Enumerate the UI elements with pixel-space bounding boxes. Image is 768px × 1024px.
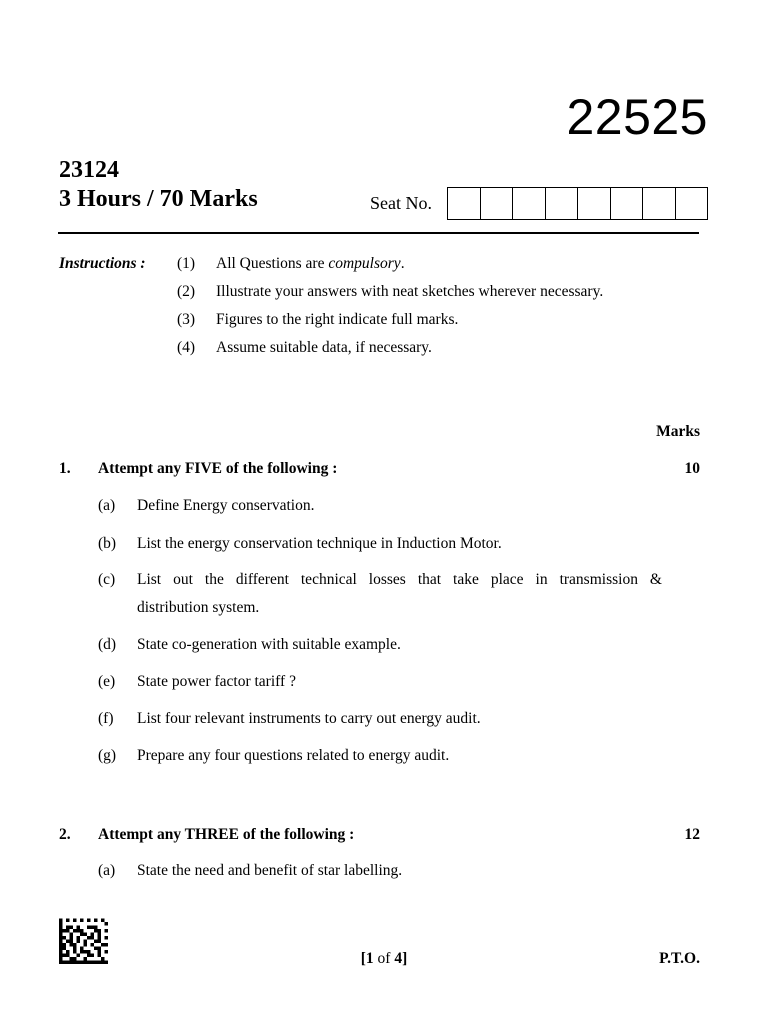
- question-marks: 12: [684, 826, 700, 843]
- instruction-text: Figures to the right indicate full marks.: [216, 311, 459, 328]
- exam-code: 23124: [59, 157, 119, 183]
- part-label: (f): [98, 710, 114, 727]
- part-label: (a): [98, 862, 116, 879]
- instruction-number: (3): [177, 311, 196, 328]
- part-text: State co-generation with suitable example.: [137, 636, 401, 653]
- part-label: (b): [98, 535, 117, 552]
- question-number: 1.: [59, 460, 71, 477]
- part-text: List the energy conservation technique in Induction Motor.: [137, 535, 502, 552]
- part-text: Prepare any four questions related to energy audit.: [137, 747, 450, 764]
- question-marks: 10: [684, 460, 700, 477]
- part-text-line1: List out the different technical losses that take place in transmission &: [137, 571, 662, 588]
- seat-box[interactable]: [643, 188, 676, 219]
- seat-box[interactable]: [676, 188, 709, 219]
- seat-box[interactable]: [513, 188, 546, 219]
- seat-box[interactable]: [611, 188, 644, 219]
- part-label: (g): [98, 747, 117, 764]
- part-text: State power factor tariff ?: [137, 673, 296, 690]
- question-title: Attempt any FIVE of the following :: [98, 460, 338, 477]
- seat-box[interactable]: [448, 188, 481, 219]
- header-rule: [58, 232, 699, 234]
- part-label: (d): [98, 636, 117, 653]
- question-number: 2.: [59, 826, 71, 843]
- seat-box[interactable]: [481, 188, 514, 219]
- instructions-label: Instructions :: [59, 255, 146, 272]
- duration-marks: 3 Hours / 70 Marks: [59, 186, 258, 212]
- instruction-number: (2): [177, 283, 196, 300]
- marks-heading: Marks: [656, 423, 700, 440]
- part-label: (a): [98, 497, 116, 514]
- instruction-text: Illustrate your answers with neat sketches wherever necessary.: [216, 283, 604, 300]
- part-text: Define Energy conservation.: [137, 497, 315, 514]
- part-label: (e): [98, 673, 116, 690]
- pto-label: P.T.O.: [659, 950, 700, 967]
- part-label: (c): [98, 571, 116, 588]
- part-text: List four relevant instruments to carry out energy audit.: [137, 710, 481, 727]
- page-number: [1 of 4]: [360, 950, 408, 967]
- instruction-number: (1): [177, 255, 196, 272]
- seat-number-boxes[interactable]: [447, 187, 708, 220]
- paper-code: 22525: [566, 89, 708, 145]
- seat-box[interactable]: [546, 188, 579, 219]
- part-text-line2: distribution system.: [137, 599, 260, 616]
- seat-box[interactable]: [578, 188, 611, 219]
- question-title: Attempt any THREE of the following :: [98, 826, 355, 843]
- instruction-text: Assume suitable data, if necessary.: [216, 339, 432, 356]
- instruction-number: (4): [177, 339, 196, 356]
- instruction-text: All Questions are compulsory.: [216, 255, 405, 272]
- part-text: State the need and benefit of star labelling.: [137, 862, 403, 879]
- seat-label: Seat No.: [370, 193, 432, 213]
